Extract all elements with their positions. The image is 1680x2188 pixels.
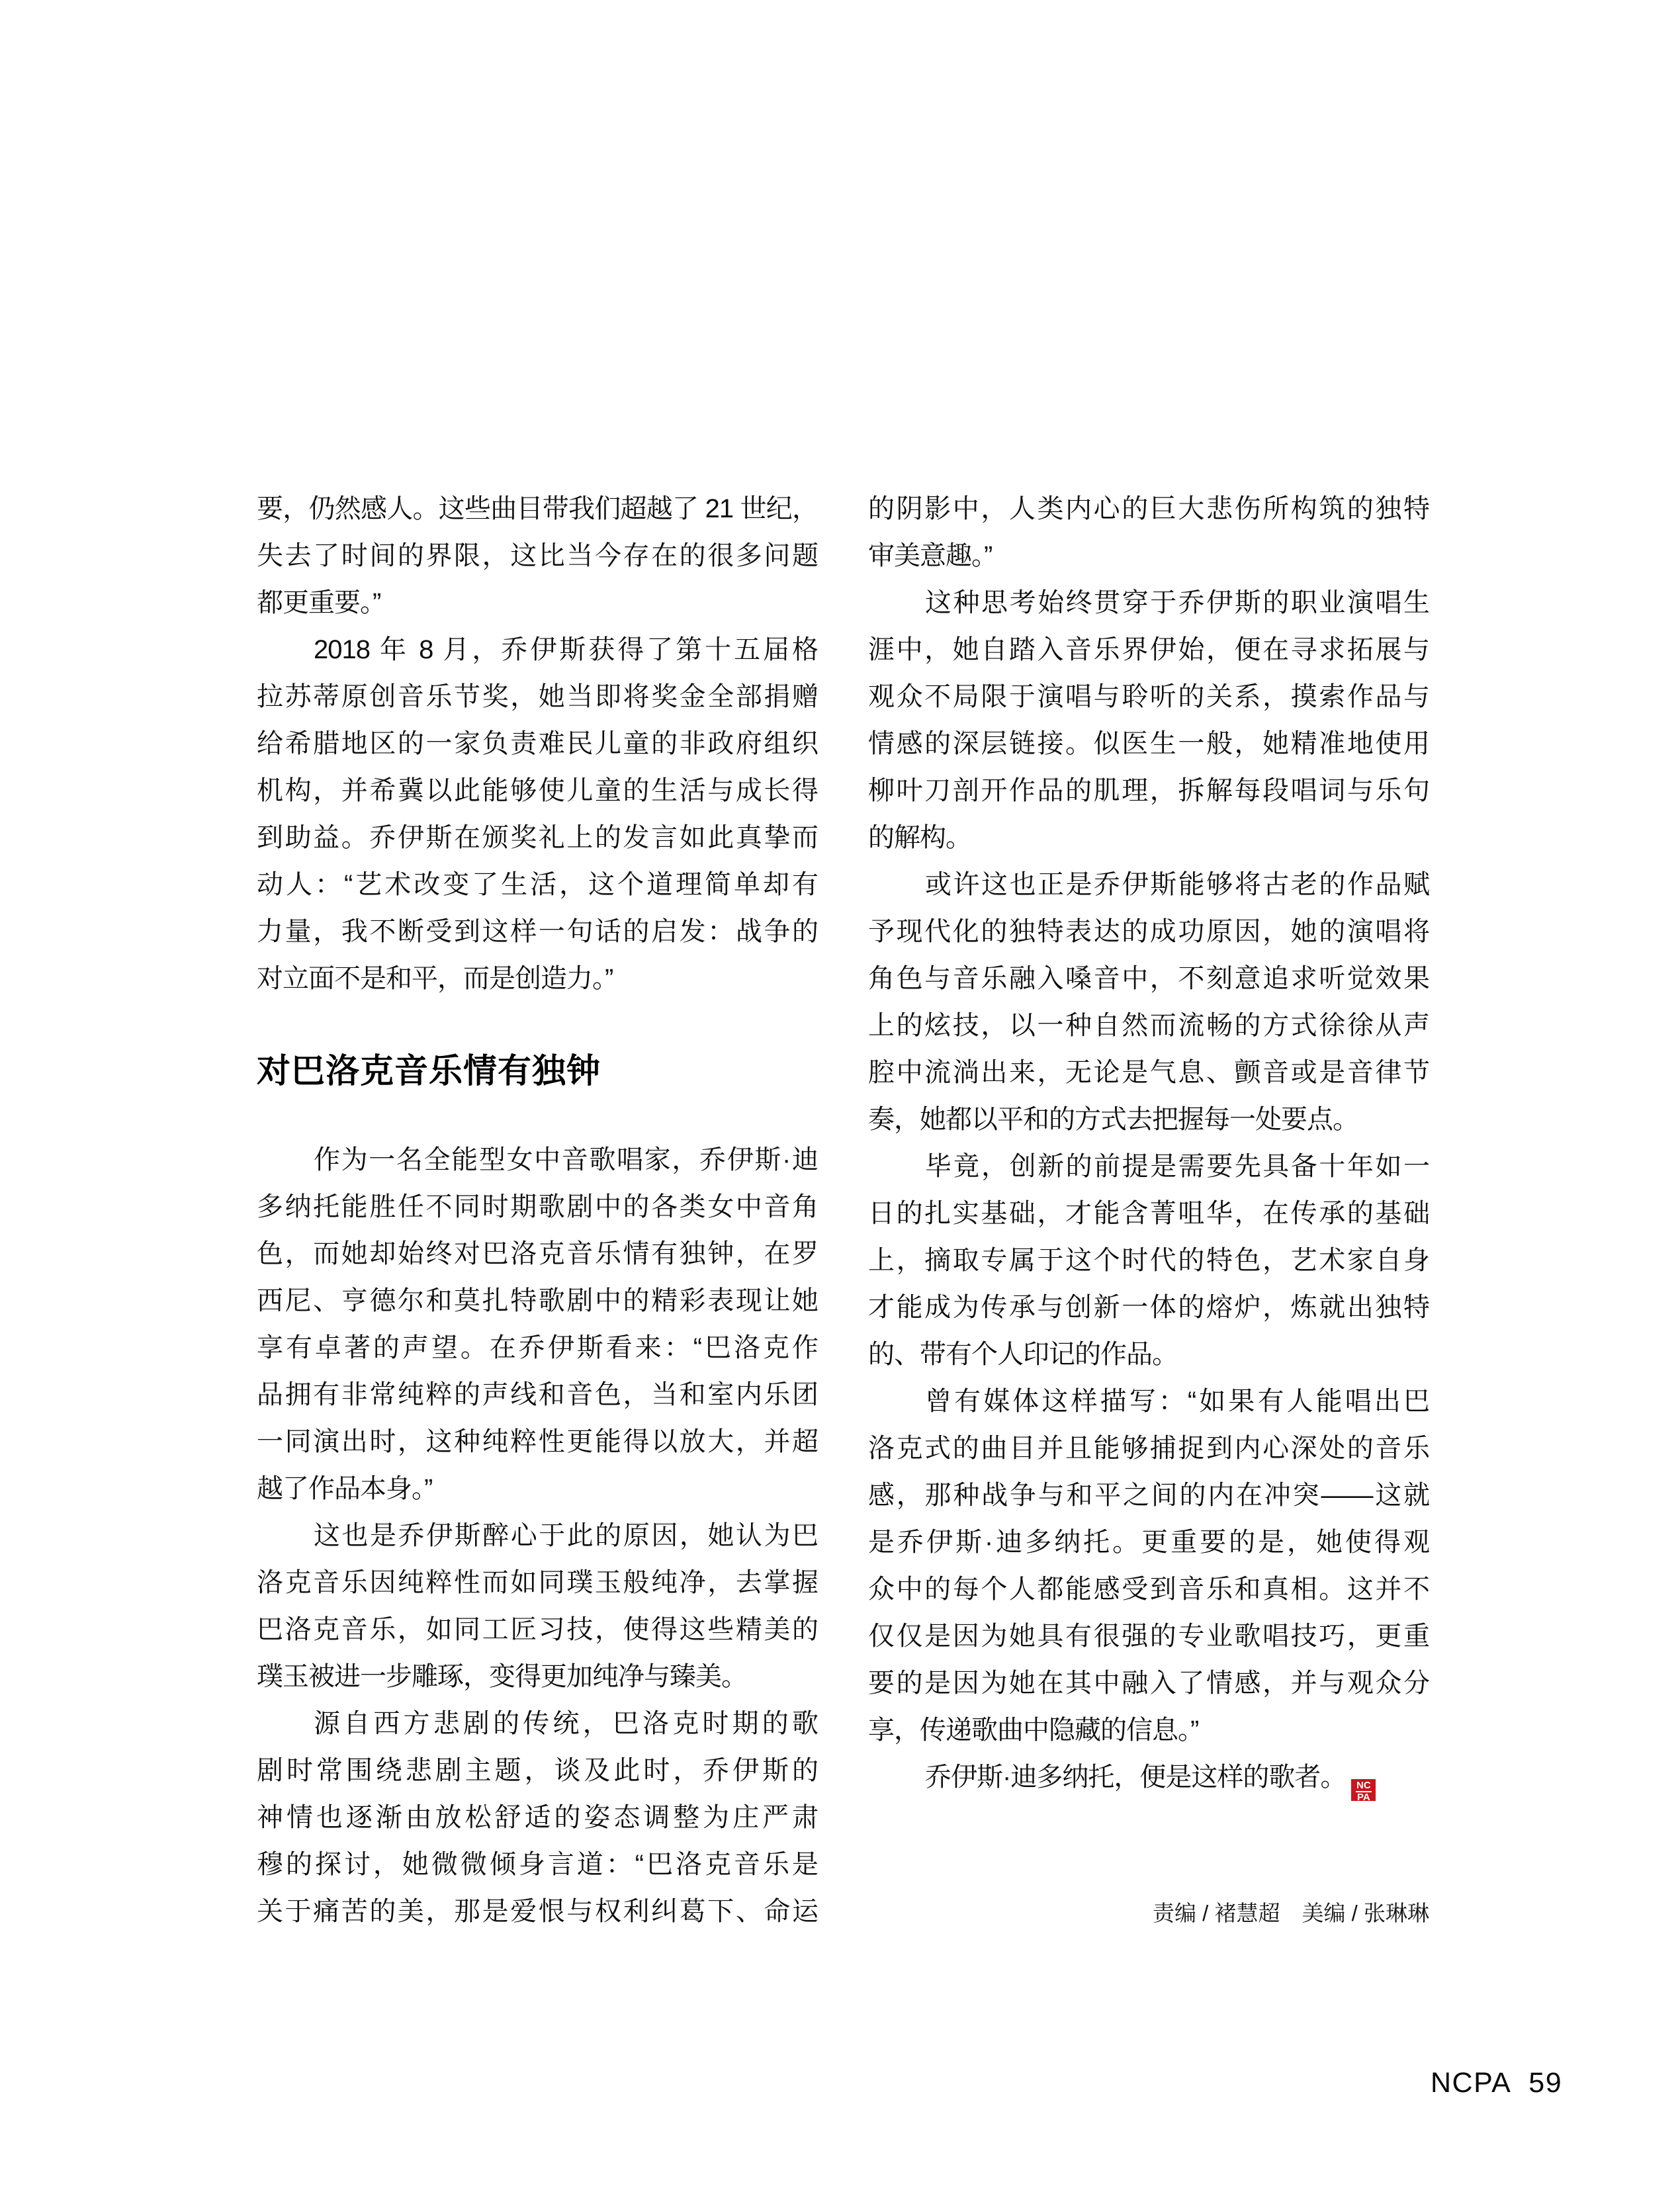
body-text-line: 感，那种战争与和平之间的内在冲突——这就 (868, 1481, 1429, 1510)
paragraph (257, 1137, 818, 1512)
paragraph (868, 486, 1429, 580)
body-text-line: 上的炫技，以一种自然而流畅的方式徐徐从声 (868, 1011, 1429, 1040)
body-text-line: 曾有媒体这样描写：“如果有人能唱出巴 (925, 1387, 1429, 1416)
body-text-line: 到助益。乔伊斯在颁奖礼上的发言如此真挚而 (257, 823, 818, 852)
paragraph (257, 627, 818, 1002)
ncpa-end-mark-icon (1351, 1779, 1376, 1801)
body-text-line: 角色与音乐融入嗓音中，不刻意追求听觉效果 (868, 964, 1429, 993)
body-text-line: 多纳托能胜任不同时期歌剧中的各类女中音角 (257, 1192, 818, 1221)
body-text-line: 众中的每个人都能感受到音乐和真相。这并不 (868, 1575, 1429, 1604)
body-text-line: 奏，她都以平和的方式去把握每一处要点。 (868, 1105, 1358, 1134)
ncpa-end-mark-top-text: NC (1356, 1780, 1371, 1791)
body-text-line: 对立面不是和平，而是创造力。” (257, 964, 613, 993)
body-text-line: 毕竟，创新的前提是需要先具备十年如一 (925, 1152, 1429, 1181)
body-text-line: 要的是因为她在其中融入了情感，并与观众分 (868, 1669, 1429, 1698)
body-text-line: 的、带有个人印记的作品。 (868, 1340, 1178, 1369)
body-text-line: 享，传递歌曲中隐藏的信息。” (868, 1716, 1199, 1745)
ncpa-end-mark-bottom-text: PA (1356, 1792, 1370, 1801)
body-text-line: 才能成为传承与创新一体的熔炉，炼就出独特 (868, 1293, 1429, 1322)
body-text-line: 洛克音乐因纯粹性而如同璞玉般纯净，去掌握 (257, 1568, 818, 1597)
body-text-line: 穆的探讨，她微微倾身言道：“巴洛克音乐是 (257, 1850, 818, 1879)
article-column-left (257, 486, 818, 1935)
body-text-line: 这也是乔伊斯醉心于此的原因，她认为巴 (314, 1521, 818, 1550)
footer-page-number: 59 (1528, 2067, 1563, 2099)
editor-credits: 责编 / 褚慧超 美编 / 张琳琳 (1152, 1901, 1429, 1925)
body-text-line: 力量，我不断受到这样一句话的启发：战争的 (257, 917, 818, 946)
body-text-line: 乔伊斯·迪多纳托，便是这样的歌者。 $\frac{NC}{PA}$ (868, 1754, 1429, 1801)
paragraph (868, 580, 1429, 861)
body-text-line: 柳叶刀剖开作品的肌理，拆解每段唱词与乐句 (868, 776, 1429, 805)
body-text-line: 巴洛克音乐，如同工匠习技，使得这些精美的 (257, 1615, 818, 1644)
paragraph (257, 1700, 818, 1935)
body-text-line: 西尼、亨德尔和莫扎特歌剧中的精彩表现让她 (257, 1286, 818, 1315)
page-footer (1431, 2067, 1562, 2099)
paragraph (868, 1143, 1429, 1378)
body-text-line: 情感的深层链接。似医生一般，她精准地使用 (868, 729, 1429, 758)
body-text-line: 是乔伊斯·迪多纳托。更重要的是，她使得观 (868, 1528, 1429, 1557)
section-heading: 对巴洛克音乐情有独钟 (257, 1052, 601, 1090)
body-text-line: 审美意趣。” (868, 541, 993, 570)
body-text-line: 予现代化的独特表达的成功原因，她的演唱将 (868, 917, 1429, 946)
body-text-line: 的解构。 (868, 823, 971, 852)
body-text-line: 机构，并希冀以此能够使儿童的生活与成长得 (257, 776, 818, 805)
body-text-line: 品拥有非常纯粹的声线和音色，当和室内乐团 (257, 1380, 818, 1409)
footer-brand: NCPA (1431, 2067, 1512, 2099)
body-text-line: 一同演出时，这种纯粹性更能得以放大，并超 (257, 1427, 818, 1456)
body-text-line: 或许这也正是乔伊斯能够将古老的作品赋 (925, 870, 1429, 899)
body-text-line: 腔中流淌出来，无论是气息、颤音或是音律节 (868, 1058, 1429, 1087)
body-text-line: 观众不局限于演唱与聆听的关系，摸索作品与 (868, 682, 1429, 711)
body-text-line: 关于痛苦的美，那是爱恨与权利纠葛下、命运 (257, 1897, 818, 1926)
body-text-line: 拉苏蒂原创音乐节奖，她当即将奖金全部捐赠 (257, 682, 818, 711)
paragraph (868, 1754, 1429, 1801)
body-text-line: 仅仅是因为她具有很强的专业歌唱技巧，更重 (868, 1622, 1429, 1651)
body-text-line: 日的扎实基础，才能含菁咀华，在传承的基础 (868, 1199, 1429, 1228)
body-text-line: 越了作品本身。” (257, 1474, 433, 1503)
body-text-line: 失去了时间的界限，这比当今存在的很多问题 (257, 541, 818, 570)
body-text-line: 这种思考始终贯穿于乔伊斯的职业演唱生 (925, 588, 1429, 617)
article-column-right (868, 486, 1429, 1801)
body-text-line: 享有卓著的声望。在乔伊斯看来：“巴洛克作 (257, 1333, 818, 1362)
body-text-line: 给希腊地区的一家负责难民儿童的非政府组织 (257, 729, 818, 758)
paragraph (257, 1512, 818, 1700)
paragraph (868, 861, 1429, 1143)
body-text-line: 上，摘取专属于这个时代的特色，艺术家自身 (868, 1246, 1429, 1275)
body-text-line: 洛克式的曲目并且能够捕捉到内心深处的音乐 (868, 1434, 1429, 1463)
body-text-line: 源自西方悲剧的传统，巴洛克时期的歌 (314, 1709, 818, 1738)
body-text-line: 璞玉被进一步雕琢，变得更加纯净与臻美。 (257, 1662, 747, 1691)
body-text-line: 色，而她却始终对巴洛克音乐情有独钟，在罗 (257, 1239, 818, 1268)
body-text-line: 2018 年 8 月，乔伊斯获得了第十五届格 (314, 635, 818, 664)
body-text-line: 神情也逐渐由放松舒适的姿态调整为庄严肃 (257, 1803, 818, 1832)
paragraph (868, 1378, 1429, 1754)
body-text-line: 剧时常围绕悲剧主题，谈及此时，乔伊斯的 (257, 1756, 818, 1785)
body-text-line: 的阴影中，人类内心的巨大悲伤所构筑的独特 (868, 494, 1429, 523)
paragraph (257, 486, 818, 627)
body-text-line: 作为一名全能型女中音歌唱家，乔伊斯·迪 (314, 1145, 818, 1174)
body-text-line: 要，仍然感人。这些曲目带我们超越了 21 世纪， (257, 494, 818, 523)
body-text-line: 动人：“艺术改变了生活，这个道理简单却有 (257, 870, 818, 899)
body-text-line: 都更重要。” (257, 588, 381, 617)
body-text-line: 涯中，她自踏入音乐界伊始，便在寻求拓展与 (868, 635, 1429, 664)
